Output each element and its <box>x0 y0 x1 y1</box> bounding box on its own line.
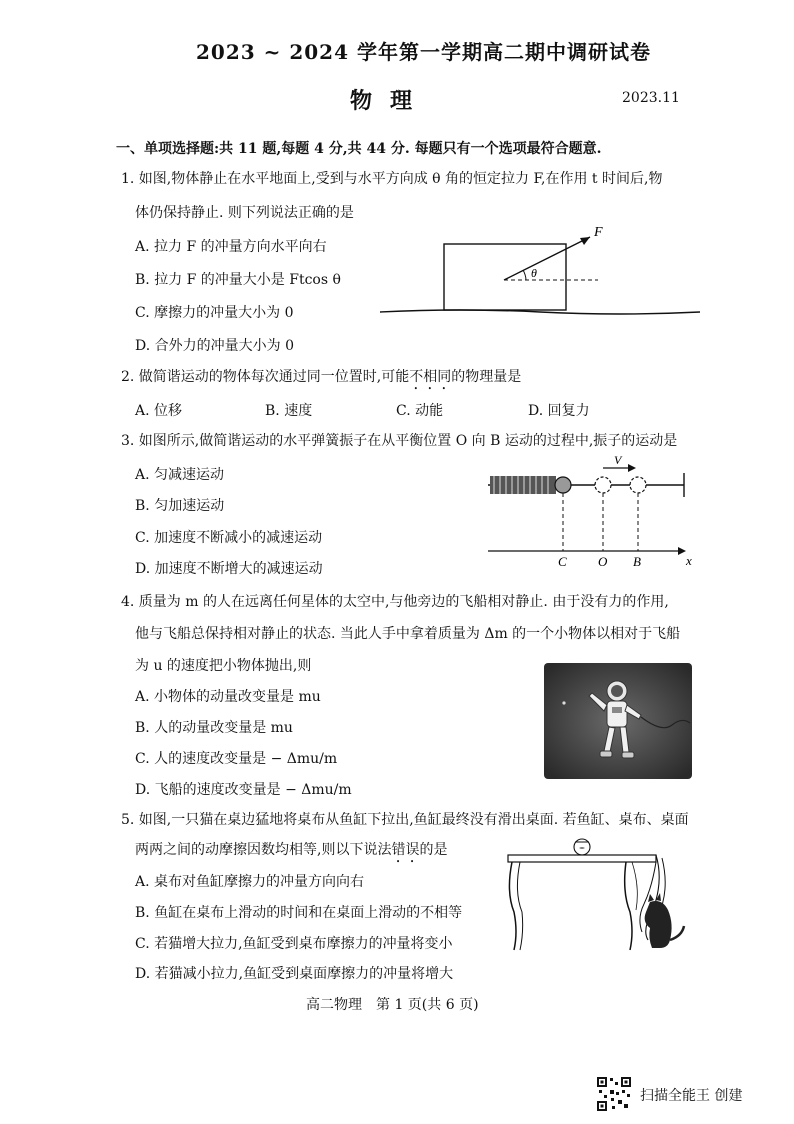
q1-stem-line1: 1. 如图,物体静止在水平地面上,受到与水平方向成 θ 角的恒定拉力 F,在作用 t 时间后,物 <box>121 171 663 187</box>
q5-stem-line2 <box>135 840 447 866</box>
q2-option-a: A. 位移 <box>135 403 183 419</box>
q2-option-c: C. 动能 <box>396 403 444 419</box>
q3-stem: 3. 如图所示,做简谐运动的水平弹簧振子在从平衡位置 O 向 B 运动的过程中,振子的运动是 <box>121 433 678 449</box>
q5-option-b: B. 鱼缸在桌布上滑动的时间和在桌面上滑动的不相等 <box>135 905 463 921</box>
q1-option-a: A. 拉力 F 的冲量方向水平向右 <box>135 239 327 255</box>
q3-ball-b <box>630 477 646 493</box>
q2-stem-post: 的物理量是 <box>451 369 522 385</box>
q1-block <box>444 244 566 310</box>
q5-table-top <box>508 855 656 862</box>
q4-stem-line3: 为 u 的速度把小物体抛出,则 <box>135 658 312 674</box>
q3-label-b: B <box>633 554 641 569</box>
q5-table-leg-left <box>509 862 516 950</box>
q5-option-c: C. 若猫增大拉力,鱼缸受到桌布摩擦力的冲量将变小 <box>135 936 453 952</box>
q5-stem-emphasis: 错误 <box>391 842 420 858</box>
q5-option-a: A. 桌布对鱼缸摩擦力的冲量方向向右 <box>135 874 365 890</box>
q1-block-force-figure <box>380 222 700 322</box>
q1-option-c: C. 摩擦力的冲量大小为 0 <box>135 305 294 321</box>
q4-option-a: A. 小物体的动量改变量是 mu <box>135 689 321 705</box>
cat-icon <box>645 893 684 948</box>
q5-stem-post: 的是 <box>419 842 448 858</box>
q4-stem-line1: 4. 质量为 m 的人在远离任何星体的太空中,与他旁边的飞船相对静止. 由于没有力的作用, <box>121 594 669 610</box>
q5-stem-line1: 5. 如图,一只猫在桌边猛地将桌布从鱼缸下拉出,鱼缸最终没有滑出桌面. 若鱼缸、桌布、桌面 <box>121 812 689 828</box>
q3-option-a: A. 匀减速运动 <box>135 467 225 483</box>
section-heading: 一、单项选择题:共 11 题,每题 4 分,共 44 分. 每题只有一个选项最符合题意. <box>116 141 602 157</box>
q3-velocity-arrowhead <box>628 464 636 472</box>
floating-object <box>562 701 565 704</box>
q1-option-b: B. 拉力 F 的冲量大小是 Ftcos θ <box>135 272 341 288</box>
q3-ball-c <box>555 477 571 493</box>
q5-cat-table-figure <box>502 832 692 952</box>
q3-x-axis-arrowhead <box>678 547 686 555</box>
q3-ball-o <box>595 477 611 493</box>
q3-spring <box>490 476 556 494</box>
page-footer: 高二物理 第 1 页(共 6 页) <box>306 997 479 1013</box>
q3-label-x: x <box>686 553 692 568</box>
q1-stem-line2: 体仍保持静止. 则下列说法正确的是 <box>135 205 354 221</box>
q1-label-f: F <box>594 225 603 240</box>
q1-angle-arc <box>523 270 526 280</box>
q3-label-v: V <box>614 453 622 467</box>
q3-spring-oscillator-figure <box>486 455 696 570</box>
scanner-watermark: 扫描全能王 创建 <box>640 1088 743 1104</box>
q4-option-b: B. 人的动量改变量是 mu <box>135 720 293 736</box>
q4-astronaut-photo <box>544 663 692 779</box>
q2-stem-emphasis: 不相同 <box>409 369 452 385</box>
q3-option-c: C. 加速度不断减小的减速运动 <box>135 530 323 546</box>
q4-option-d: D. 飞船的速度改变量是 − Δmu/m <box>135 782 352 798</box>
q1-label-theta: θ <box>531 266 537 280</box>
qr-code-icon <box>596 1076 632 1112</box>
fishbowl-icon <box>574 839 590 855</box>
q4-stem-line2: 他与飞船总保持相对静止的状态. 当此人手中拿着质量为 Δm 的一个小物体以相对于飞船 <box>135 626 681 642</box>
q5-table-leg-right <box>625 862 632 950</box>
q2-stem <box>121 367 521 393</box>
subject-title: 物理 <box>350 88 431 114</box>
q2-option-d: D. 回复力 <box>528 403 590 419</box>
q2-stem-pre: 2. 做简谐运动的物体每次通过同一位置时,可能 <box>121 369 410 385</box>
q3-label-o: O <box>598 554 608 569</box>
q3-label-c: C <box>558 554 567 569</box>
q5-option-d: D. 若猫减小拉力,鱼缸受到桌面摩擦力的冲量将增大 <box>135 966 454 982</box>
q4-option-c: C. 人的速度改变量是 − Δmu/m <box>135 751 338 767</box>
q3-option-d: D. 加速度不断增大的减速运动 <box>135 561 323 577</box>
exam-date: 2023.11 <box>622 90 680 106</box>
q3-option-b: B. 匀加速运动 <box>135 498 225 514</box>
q1-option-d: D. 合外力的冲量大小为 0 <box>135 338 294 354</box>
q2-option-b: B. 速度 <box>265 403 313 419</box>
exam-title: 2023 ~ 2024 学年第一学期高二期中调研试卷 <box>196 40 651 64</box>
q5-stem-pre: 两两之间的动摩擦因数均相等,则以下说法 <box>135 842 392 858</box>
